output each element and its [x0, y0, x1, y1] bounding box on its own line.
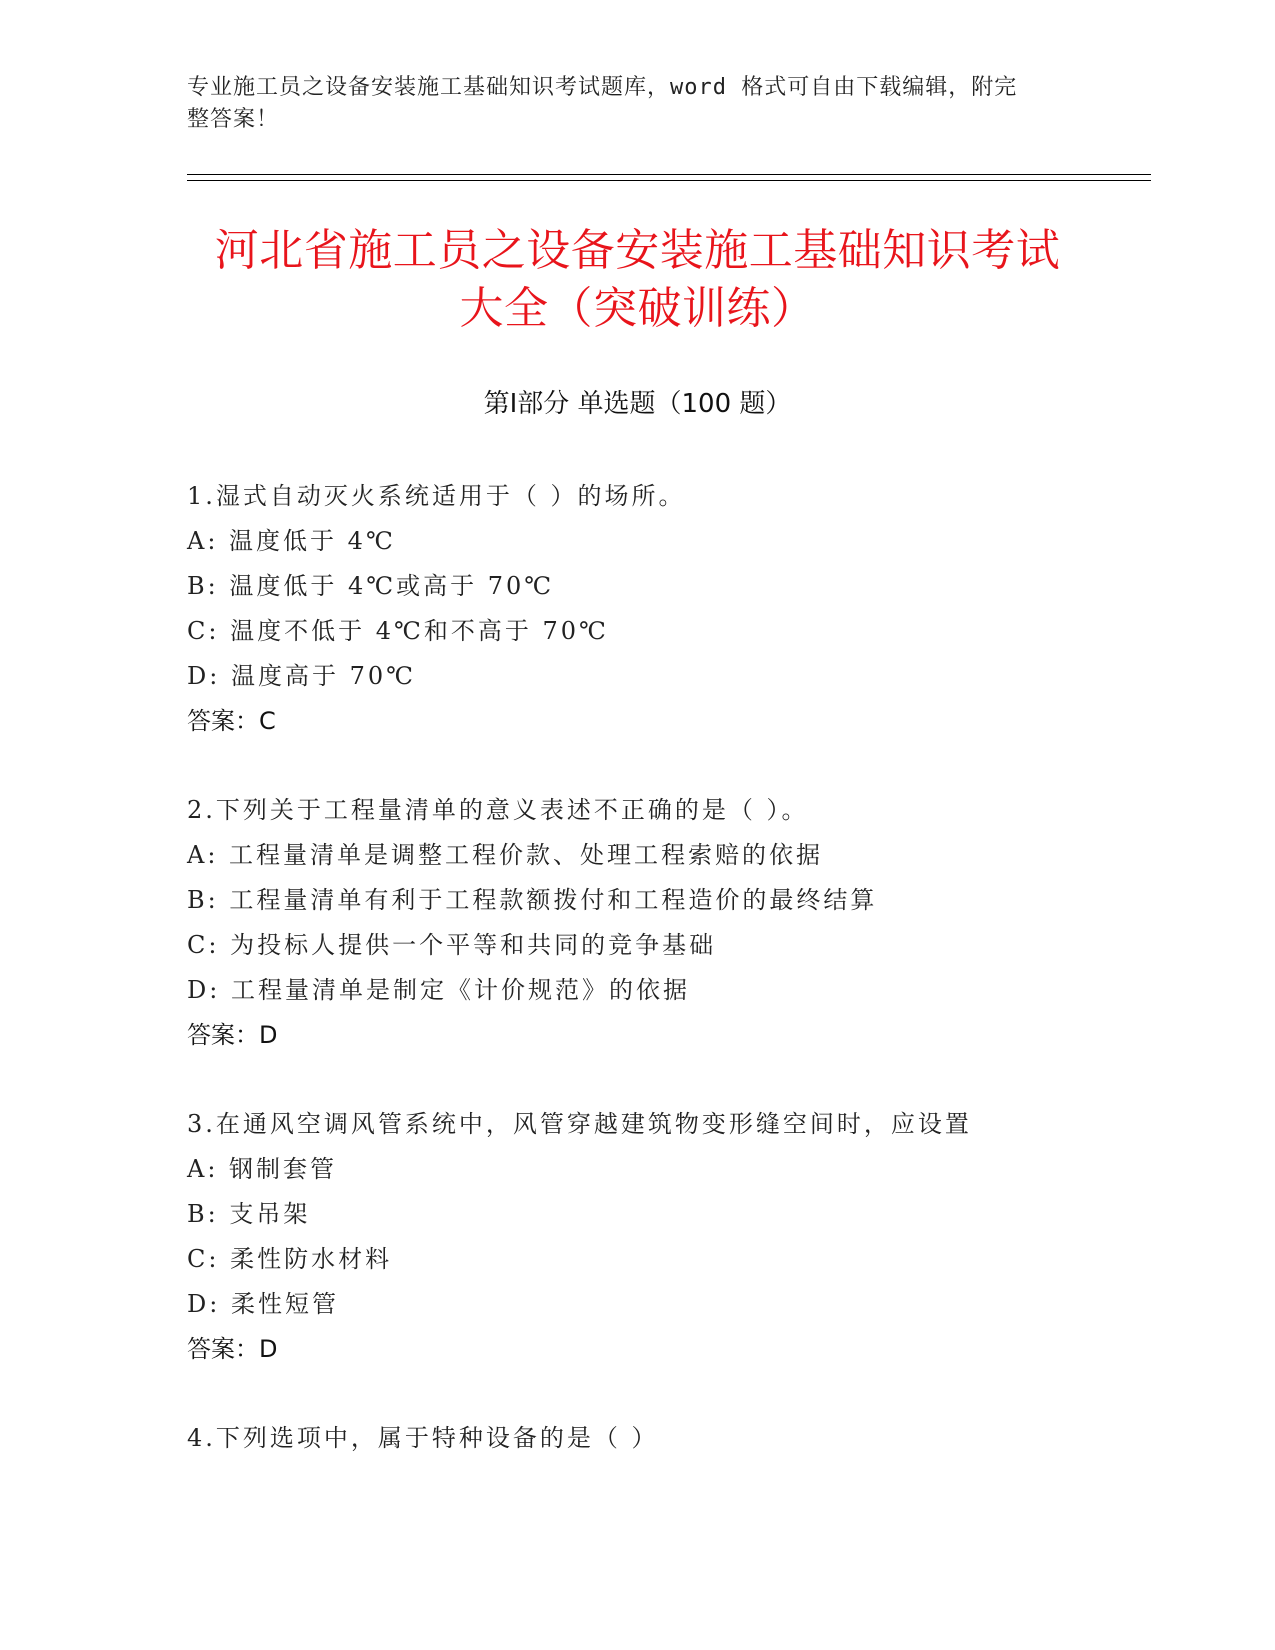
question-stem: 4.下列选项中，属于特种设备的是（ ）	[187, 1424, 659, 1452]
question-stem: 1.湿式自动灭火系统适用于（ ）的场所。	[187, 482, 686, 510]
header-divider-bottom	[187, 180, 1151, 181]
question-stem: 2.下列关于工程量清单的意义表述不正确的是（ ）。	[187, 796, 809, 824]
question-list	[187, 474, 1147, 1505]
option-b: B: 温度低于 4℃或高于 70℃	[187, 572, 555, 600]
header-note-line-1: 专业施工员之设备安装施工基础知识考试题库，word 格式可自由下载编辑，附完	[187, 75, 1018, 100]
header-note-line-2: 整答案！	[187, 107, 280, 132]
question-stem: 3.在通风空调风管系统中，风管穿越建筑物变形缝空间时，应设置	[187, 1110, 972, 1138]
option-c: C: 柔性防水材料	[187, 1245, 393, 1273]
answer: 答案：C	[187, 707, 276, 735]
option-a: A: 工程量清单是调整工程价款、处理工程索赔的依据	[187, 841, 824, 869]
question-4	[187, 1416, 1147, 1461]
answer: 答案：D	[187, 1021, 278, 1049]
question-2	[187, 788, 1147, 1058]
answer: 答案：D	[187, 1335, 278, 1363]
option-a: A: 温度低于 4℃	[187, 527, 396, 555]
option-a: A: 钢制套管	[187, 1155, 338, 1183]
option-c: C: 温度不低于 4℃和不高于 70℃	[187, 617, 609, 645]
option-b: B: 工程量清单有利于工程款额拨付和工程造价的最终结算	[187, 886, 878, 914]
option-d: D: 工程量清单是制定《计价规范》的依据	[187, 976, 690, 1004]
section-title: 第Ⅰ部分 单选题（100 题）	[483, 389, 792, 419]
option-c: C: 为投标人提供一个平等和共同的竞争基础	[187, 931, 717, 959]
header-divider-top	[187, 174, 1151, 175]
document-header-note	[187, 72, 1087, 136]
question-3	[187, 1102, 1147, 1372]
document-title	[0, 222, 1275, 338]
option-b: B: 支吊架	[187, 1200, 311, 1228]
document-title-line-2: 大全（突破训练）	[459, 283, 816, 334]
question-1	[187, 474, 1147, 744]
option-d: D: 温度高于 70℃	[187, 662, 416, 690]
document-title-line-1: 河北省施工员之设备安装施工基础知识考试	[214, 225, 1061, 276]
option-d: D: 柔性短管	[187, 1290, 339, 1318]
